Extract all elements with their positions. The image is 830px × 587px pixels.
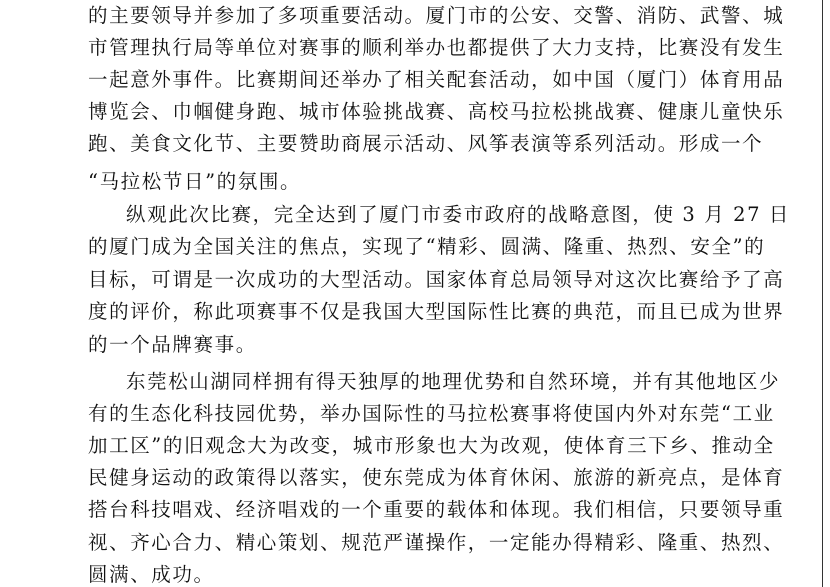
paragraph-3-line-7: 圆满、成功。 (88, 563, 215, 586)
paragraph-3-line-5: 搭台科技唱戏、经济唱戏的一个重要的载体和体现。我们相信，只要领导重 (88, 498, 785, 521)
paragraph-3-line-3: 加工区”的旧观念大为改变，城市形象也大为改观，使体育三下乡、推动全 (88, 434, 775, 457)
paragraph-2-line-5: 的一个品牌赛事。 (88, 333, 257, 356)
paragraph-1-line-6: “马拉松节日”的氛围。 (88, 170, 302, 193)
paragraph-3-line-2: 有的生态化科技园优势，举办国际性的马拉松赛事将使国内外对东莞“工业 (88, 402, 775, 425)
paragraph-2-line-1: 纵观此次比赛，完全达到了厦门市委市政府的战略意图，使 3 月 27 日 (126, 203, 791, 226)
paragraph-2-line-3: 目标，可谓是一次成功的大型活动。国家体育总局领导对这次比赛给予了高 (88, 268, 785, 291)
paragraph-2-line-4: 度的评价，称此项赛事不仅是我国大型国际性比赛的典范，而且已成为世界 (88, 300, 785, 323)
paragraph-1-line-3: 一起意外事件。比赛期间还举办了相关配套活动，如中国（厦门）体育用品 (88, 68, 785, 91)
paragraph-1-line-5: 跑、美食文化节、主要赞助商展示活动、风筝表演等系列活动。形成一个 (88, 132, 764, 155)
paragraph-1-line-4: 博览会、巾帼健身跑、城市体验挑战赛、高校马拉松挑战赛、健康儿童快乐 (88, 100, 785, 123)
page-edge-rule (822, 0, 823, 587)
paragraph-3-line-6: 视、齐心合力、精心策划、规范严谨操作，一定能办得精彩、隆重、热烈、 (88, 531, 785, 554)
paragraph-1-line-2: 市管理执行局等单位对赛事的顺利举办也都提供了大力支持，比赛没有发生 (88, 36, 785, 59)
paragraph-2-line-2: 的厦门成为全国关注的焦点，实现了“精彩、圆满、隆重、热烈、安全”的 (88, 235, 766, 258)
paragraph-3-line-1: 东莞松山湖同样拥有得天独厚的地理优势和自然环境，并有其他地区少 (126, 370, 781, 393)
paragraph-3-line-4: 民健身运动的政策得以落实，使东莞成为体育休闲、旅游的新亮点，是体育 (88, 466, 785, 489)
paragraph-1-line-1: 的主要领导并参加了多项重要活动。厦门市的公安、交警、消防、武警、城 (88, 4, 785, 27)
